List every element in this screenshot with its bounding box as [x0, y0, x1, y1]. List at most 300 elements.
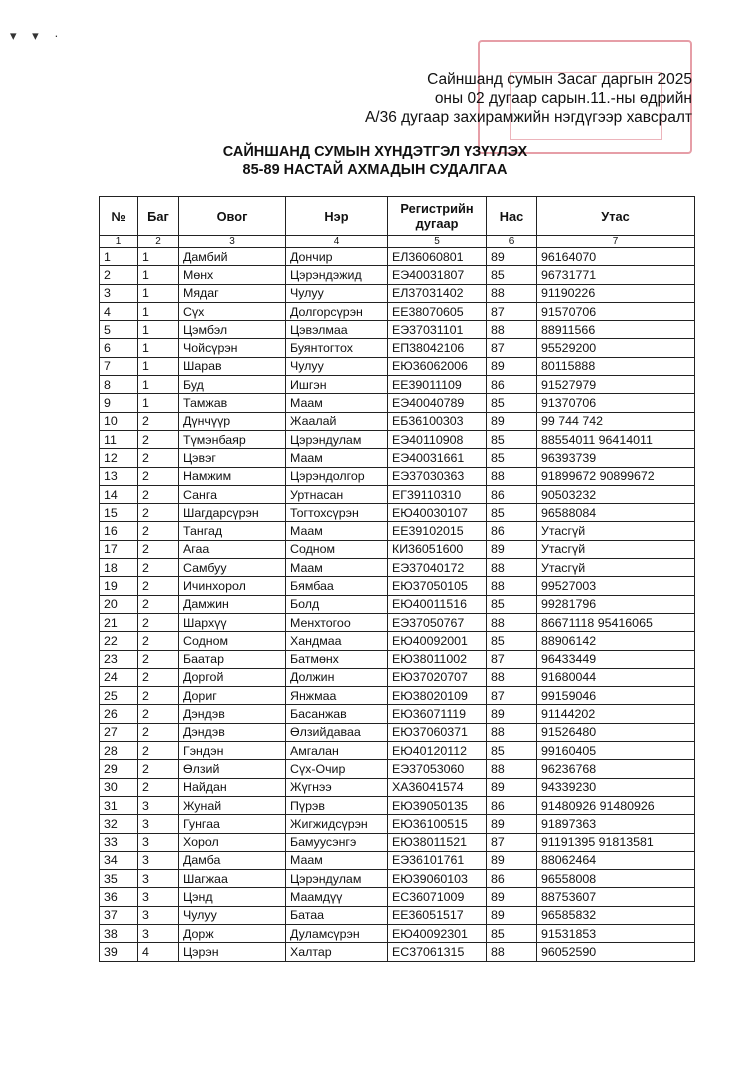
- cell-age: 88: [487, 321, 537, 339]
- cell-phone: 96585832: [537, 906, 695, 924]
- table-row: [100, 284, 695, 302]
- cell-age: 88: [487, 577, 537, 595]
- table-row: [100, 339, 695, 357]
- cell-bag: 2: [138, 778, 179, 796]
- cell-surname: Дорж: [179, 924, 286, 942]
- table-row: [100, 577, 695, 595]
- cell-surname: Мядаг: [179, 284, 286, 302]
- cell-register: ЕЛ37031402: [388, 284, 487, 302]
- cell-surname: Санга: [179, 485, 286, 503]
- cell-surname: Цэвэг: [179, 449, 286, 467]
- cell-name: Чулуу: [286, 357, 388, 375]
- cell-bag: 2: [138, 595, 179, 613]
- cell-bag: 2: [138, 467, 179, 485]
- cell-surname: Агаа: [179, 540, 286, 558]
- cell-phone: 88911566: [537, 321, 695, 339]
- cell-bag: 2: [138, 577, 179, 595]
- cell-age: 87: [487, 650, 537, 668]
- cell-number: 29: [100, 760, 138, 778]
- table-row: [100, 888, 695, 906]
- cell-phone: 91480926 91480926: [537, 796, 695, 814]
- cell-surname: Буд: [179, 376, 286, 394]
- table-row: [100, 778, 695, 796]
- table-body: [100, 248, 695, 962]
- cell-surname: Гунгаа: [179, 815, 286, 833]
- cell-name: Амгалан: [286, 742, 388, 760]
- approval-line-2: оны 02 дугаар сарын.11.-ны өдрийн: [434, 90, 692, 107]
- cell-surname: Жунай: [179, 796, 286, 814]
- cell-surname: Шарав: [179, 357, 286, 375]
- cell-bag: 1: [138, 266, 179, 284]
- cell-number: 28: [100, 742, 138, 760]
- cell-age: 88: [487, 559, 537, 577]
- cell-name: Батаа: [286, 906, 388, 924]
- cell-bag: 3: [138, 833, 179, 851]
- cell-number: 3: [100, 284, 138, 302]
- cell-register: ЕЮ37050105: [388, 577, 487, 595]
- cell-number: 36: [100, 888, 138, 906]
- cell-surname: Ичинхорол: [179, 577, 286, 595]
- table-row: [100, 760, 695, 778]
- cell-phone: 91531853: [537, 924, 695, 942]
- cell-register: ЕЭ40031807: [388, 266, 487, 284]
- cell-bag: 2: [138, 485, 179, 503]
- cell-register: ЕЭ36101761: [388, 851, 487, 869]
- cell-bag: 1: [138, 357, 179, 375]
- table-row: [100, 522, 695, 540]
- cell-register: ЕЮ39050135: [388, 796, 487, 814]
- cell-age: 87: [487, 339, 537, 357]
- cell-surname: Доргой: [179, 668, 286, 686]
- cell-bag: 2: [138, 613, 179, 631]
- cell-number: 9: [100, 394, 138, 412]
- header-name: Нэр: [286, 197, 388, 236]
- cell-register: ЕЮ40011516: [388, 595, 487, 613]
- cell-number: 16: [100, 522, 138, 540]
- cell-number: 2: [100, 266, 138, 284]
- cell-age: 88: [487, 668, 537, 686]
- cell-phone: 91899672 90899672: [537, 467, 695, 485]
- cell-phone: 96558008: [537, 870, 695, 888]
- cell-phone: 96588084: [537, 504, 695, 522]
- table-row: [100, 485, 695, 503]
- cell-age: 85: [487, 595, 537, 613]
- cell-name: Маам: [286, 851, 388, 869]
- cell-register: ЕЕ38070605: [388, 302, 487, 320]
- cell-register: ЕЕ36051517: [388, 906, 487, 924]
- cell-name: Бямбаа: [286, 577, 388, 595]
- cell-number: 20: [100, 595, 138, 613]
- cell-name: Цэрэндулам: [286, 870, 388, 888]
- cell-bag: 3: [138, 815, 179, 833]
- cell-surname: Дэндэв: [179, 723, 286, 741]
- cell-name: Цэрэндэжид: [286, 266, 388, 284]
- document-title-line-1: САЙНШАНД СУМЫН ХҮНДЭТГЭЛ ҮЗҮҮЛЭХ: [222, 144, 528, 160]
- cell-age: 85: [487, 430, 537, 448]
- cell-surname: Түмэнбаяр: [179, 430, 286, 448]
- cell-surname: Самбуу: [179, 559, 286, 577]
- table-row: [100, 595, 695, 613]
- cell-name: Цэвэлмаа: [286, 321, 388, 339]
- cell-bag: 1: [138, 284, 179, 302]
- cell-bag: 2: [138, 742, 179, 760]
- cell-number: 6: [100, 339, 138, 357]
- cell-phone: 88062464: [537, 851, 695, 869]
- cell-bag: 2: [138, 522, 179, 540]
- cell-register: ЕЮ38020109: [388, 687, 487, 705]
- cell-number: 11: [100, 430, 138, 448]
- cell-number: 4: [100, 302, 138, 320]
- table-row: [100, 357, 695, 375]
- cell-register: ЕЮ40092301: [388, 924, 487, 942]
- table-row: [100, 449, 695, 467]
- cell-register: ЕЭ37053060: [388, 760, 487, 778]
- cell-phone: 99281796: [537, 595, 695, 613]
- cell-name: Янжмаа: [286, 687, 388, 705]
- cell-register: ЕЮ36100515: [388, 815, 487, 833]
- column-number-row: [100, 236, 695, 248]
- cell-name: Цэрэндолгор: [286, 467, 388, 485]
- table-row: [100, 924, 695, 942]
- table-row: [100, 833, 695, 851]
- cell-bag: 2: [138, 760, 179, 778]
- cell-age: 88: [487, 284, 537, 302]
- cell-register: ЕЮ36062006: [388, 357, 487, 375]
- cell-phone: 90503232: [537, 485, 695, 503]
- cell-age: 89: [487, 815, 537, 833]
- header-age: Нас: [487, 197, 537, 236]
- header-row: [100, 197, 695, 236]
- table-row: [100, 943, 695, 961]
- cell-bag: 3: [138, 796, 179, 814]
- cell-phone: 99 744 742: [537, 412, 695, 430]
- cell-age: 89: [487, 778, 537, 796]
- header-number: №: [100, 197, 138, 236]
- column-number: 7: [537, 236, 695, 248]
- cell-surname: Чойсүрэн: [179, 339, 286, 357]
- cell-number: 39: [100, 943, 138, 961]
- cell-age: 88: [487, 613, 537, 631]
- cell-name: Басанжав: [286, 705, 388, 723]
- cell-age: 89: [487, 851, 537, 869]
- cell-register: ЕЛ36060801: [388, 248, 487, 266]
- cell-bag: 2: [138, 430, 179, 448]
- cell-age: 89: [487, 705, 537, 723]
- cell-phone: 99159046: [537, 687, 695, 705]
- cell-phone: 96433449: [537, 650, 695, 668]
- cell-number: 33: [100, 833, 138, 851]
- cell-surname: Тамжав: [179, 394, 286, 412]
- cell-age: 86: [487, 796, 537, 814]
- table-row: [100, 668, 695, 686]
- cell-age: 85: [487, 449, 537, 467]
- column-number: 2: [138, 236, 179, 248]
- cell-bag: 3: [138, 870, 179, 888]
- cell-phone: 91190226: [537, 284, 695, 302]
- column-number: 1: [100, 236, 138, 248]
- cell-bag: 2: [138, 723, 179, 741]
- cell-bag: 2: [138, 504, 179, 522]
- document-title-line-2: 85-89 НАСТАЙ АХМАДЫН СУДАЛГАА: [242, 162, 508, 178]
- cell-bag: 3: [138, 906, 179, 924]
- cell-age: 86: [487, 376, 537, 394]
- cell-surname: Дамжин: [179, 595, 286, 613]
- header-register: Регистрийн дугаар: [388, 197, 487, 236]
- cell-surname: Гэндэн: [179, 742, 286, 760]
- cell-age: 85: [487, 742, 537, 760]
- cell-name: Менхтогоо: [286, 613, 388, 631]
- cell-number: 34: [100, 851, 138, 869]
- cell-bag: 2: [138, 687, 179, 705]
- cell-age: 89: [487, 357, 537, 375]
- cell-register: ЕЭ40031661: [388, 449, 487, 467]
- cell-number: 37: [100, 906, 138, 924]
- cell-surname: Хорол: [179, 833, 286, 851]
- cell-register: КИ36051600: [388, 540, 487, 558]
- cell-register: ЕГ39110310: [388, 485, 487, 503]
- cell-register: ЕЭ37031101: [388, 321, 487, 339]
- column-number: 5: [388, 236, 487, 248]
- table-row: [100, 632, 695, 650]
- cell-bag: 1: [138, 394, 179, 412]
- cell-name: Долгорсүрэн: [286, 302, 388, 320]
- table-row: [100, 540, 695, 558]
- cell-phone: 86671118 95416065: [537, 613, 695, 631]
- cell-number: 17: [100, 540, 138, 558]
- cell-number: 32: [100, 815, 138, 833]
- cell-surname: Дамба: [179, 851, 286, 869]
- cell-name: Пүрэв: [286, 796, 388, 814]
- cell-phone: 91526480: [537, 723, 695, 741]
- cell-bag: 3: [138, 851, 179, 869]
- table-row: [100, 248, 695, 266]
- cell-number: 24: [100, 668, 138, 686]
- cell-bag: 2: [138, 540, 179, 558]
- table-row: [100, 266, 695, 284]
- cell-age: 88: [487, 723, 537, 741]
- cell-register: ЕЮ40030107: [388, 504, 487, 522]
- cell-name: Чулуу: [286, 284, 388, 302]
- column-number: 3: [179, 236, 286, 248]
- header-bag: Баг: [138, 197, 179, 236]
- table-row: [100, 504, 695, 522]
- cell-bag: 3: [138, 924, 179, 942]
- cell-surname: Цэмбэл: [179, 321, 286, 339]
- column-number: 4: [286, 236, 388, 248]
- cell-age: 87: [487, 687, 537, 705]
- cell-phone: 95529200: [537, 339, 695, 357]
- cell-register: ХА36041574: [388, 778, 487, 796]
- cell-age: 85: [487, 924, 537, 942]
- cell-age: 89: [487, 248, 537, 266]
- cell-register: ЕЮ38011002: [388, 650, 487, 668]
- cell-register: ЕЕ39102015: [388, 522, 487, 540]
- cell-number: 27: [100, 723, 138, 741]
- header-surname: Овог: [179, 197, 286, 236]
- cell-surname: Чулуу: [179, 906, 286, 924]
- table-row: [100, 906, 695, 924]
- cell-number: 26: [100, 705, 138, 723]
- cell-register: ЕЭ40110908: [388, 430, 487, 448]
- table-row: [100, 321, 695, 339]
- cell-phone: 99160405: [537, 742, 695, 760]
- cell-age: 86: [487, 485, 537, 503]
- cell-age: 88: [487, 760, 537, 778]
- cell-number: 19: [100, 577, 138, 595]
- cell-bag: 1: [138, 248, 179, 266]
- cell-name: Маам: [286, 394, 388, 412]
- elders-table: [99, 196, 695, 962]
- cell-register: ЕЕ39011109: [388, 376, 487, 394]
- cell-name: Хандмаа: [286, 632, 388, 650]
- cell-number: 35: [100, 870, 138, 888]
- cell-register: ЕЭ37050767: [388, 613, 487, 631]
- cell-surname: Цэнд: [179, 888, 286, 906]
- cell-surname: Тангад: [179, 522, 286, 540]
- cell-name: Жаалай: [286, 412, 388, 430]
- cell-number: 10: [100, 412, 138, 430]
- cell-number: 38: [100, 924, 138, 942]
- cell-name: Бамуусэнгэ: [286, 833, 388, 851]
- table-row: [100, 851, 695, 869]
- cell-phone: 99527003: [537, 577, 695, 595]
- cell-name: Жүгнээ: [286, 778, 388, 796]
- cell-register: ЕЭ40040789: [388, 394, 487, 412]
- cell-phone: Утасгүй: [537, 522, 695, 540]
- cell-age: 88: [487, 467, 537, 485]
- cell-phone: 91680044: [537, 668, 695, 686]
- cell-age: 86: [487, 870, 537, 888]
- cell-phone: 96164070: [537, 248, 695, 266]
- cell-bag: 2: [138, 412, 179, 430]
- cell-name: Тогтохсүрэн: [286, 504, 388, 522]
- cell-phone: 88753607: [537, 888, 695, 906]
- cell-number: 8: [100, 376, 138, 394]
- cell-surname: Цэрэн: [179, 943, 286, 961]
- table-row: [100, 723, 695, 741]
- cell-surname: Намжим: [179, 467, 286, 485]
- table-row: [100, 687, 695, 705]
- table-row: [100, 650, 695, 668]
- table-row: [100, 302, 695, 320]
- cell-age: 89: [487, 540, 537, 558]
- cell-bag: 1: [138, 376, 179, 394]
- cell-bag: 1: [138, 321, 179, 339]
- column-number: 6: [487, 236, 537, 248]
- cell-name: Маамдүү: [286, 888, 388, 906]
- cell-number: 21: [100, 613, 138, 631]
- cell-age: 88: [487, 943, 537, 961]
- cell-name: Дуламсүрэн: [286, 924, 388, 942]
- cell-age: 89: [487, 412, 537, 430]
- cell-phone: Утасгүй: [537, 540, 695, 558]
- cell-name: Халтар: [286, 943, 388, 961]
- cell-surname: Сүх: [179, 302, 286, 320]
- cell-register: ЕС36071009: [388, 888, 487, 906]
- cell-register: ЕЮ37060371: [388, 723, 487, 741]
- cell-age: 85: [487, 504, 537, 522]
- table-row: [100, 430, 695, 448]
- cell-register: ЕС37061315: [388, 943, 487, 961]
- cell-name: Маам: [286, 522, 388, 540]
- cell-surname: Мөнх: [179, 266, 286, 284]
- cell-number: 5: [100, 321, 138, 339]
- cell-phone: 96731771: [537, 266, 695, 284]
- approval-note: [365, 70, 692, 127]
- scan-marks: ▾ ▾ ·: [10, 28, 65, 43]
- cell-surname: Дориг: [179, 687, 286, 705]
- cell-age: 87: [487, 302, 537, 320]
- cell-age: 87: [487, 833, 537, 851]
- cell-bag: 2: [138, 449, 179, 467]
- cell-number: 13: [100, 467, 138, 485]
- cell-name: Ишгэн: [286, 376, 388, 394]
- cell-bag: 2: [138, 632, 179, 650]
- cell-bag: 1: [138, 339, 179, 357]
- cell-bag: 1: [138, 302, 179, 320]
- cell-surname: Дүнчүүр: [179, 412, 286, 430]
- cell-phone: 96052590: [537, 943, 695, 961]
- cell-phone: 91144202: [537, 705, 695, 723]
- cell-phone: 91570706: [537, 302, 695, 320]
- table-row: [100, 412, 695, 430]
- cell-surname: Шагжаа: [179, 870, 286, 888]
- cell-bag: 2: [138, 705, 179, 723]
- cell-phone: 91527979: [537, 376, 695, 394]
- cell-number: 18: [100, 559, 138, 577]
- table-row: [100, 742, 695, 760]
- cell-name: Дончир: [286, 248, 388, 266]
- table-row: [100, 376, 695, 394]
- cell-register: ЕЮ37020707: [388, 668, 487, 686]
- cell-surname: Шагдарсүрэн: [179, 504, 286, 522]
- cell-name: Должин: [286, 668, 388, 686]
- cell-phone: 91370706: [537, 394, 695, 412]
- cell-phone: 96236768: [537, 760, 695, 778]
- cell-name: Жигжидсүрэн: [286, 815, 388, 833]
- cell-age: 85: [487, 394, 537, 412]
- cell-number: 30: [100, 778, 138, 796]
- cell-register: ЕЮ39060103: [388, 870, 487, 888]
- cell-register: ЕЮ40092001: [388, 632, 487, 650]
- cell-register: ЕЭ37030363: [388, 467, 487, 485]
- cell-age: 89: [487, 888, 537, 906]
- table-row: [100, 705, 695, 723]
- cell-age: 85: [487, 632, 537, 650]
- cell-number: 14: [100, 485, 138, 503]
- cell-number: 1: [100, 248, 138, 266]
- cell-register: ЕЮ38011521: [388, 833, 487, 851]
- cell-name: Маам: [286, 559, 388, 577]
- cell-name: Өлзийдаваа: [286, 723, 388, 741]
- cell-surname: Шархүү: [179, 613, 286, 631]
- cell-number: 31: [100, 796, 138, 814]
- cell-surname: Өлзий: [179, 760, 286, 778]
- cell-number: 23: [100, 650, 138, 668]
- table-row: [100, 815, 695, 833]
- cell-surname: Найдан: [179, 778, 286, 796]
- cell-surname: Дэндэв: [179, 705, 286, 723]
- table-row: [100, 467, 695, 485]
- table-row: [100, 796, 695, 814]
- cell-bag: 2: [138, 668, 179, 686]
- cell-phone: 88554011 96414011: [537, 430, 695, 448]
- cell-bag: 2: [138, 650, 179, 668]
- cell-age: 89: [487, 906, 537, 924]
- cell-register: ЕБ36100303: [388, 412, 487, 430]
- cell-name: Буянтогтох: [286, 339, 388, 357]
- cell-age: 85: [487, 266, 537, 284]
